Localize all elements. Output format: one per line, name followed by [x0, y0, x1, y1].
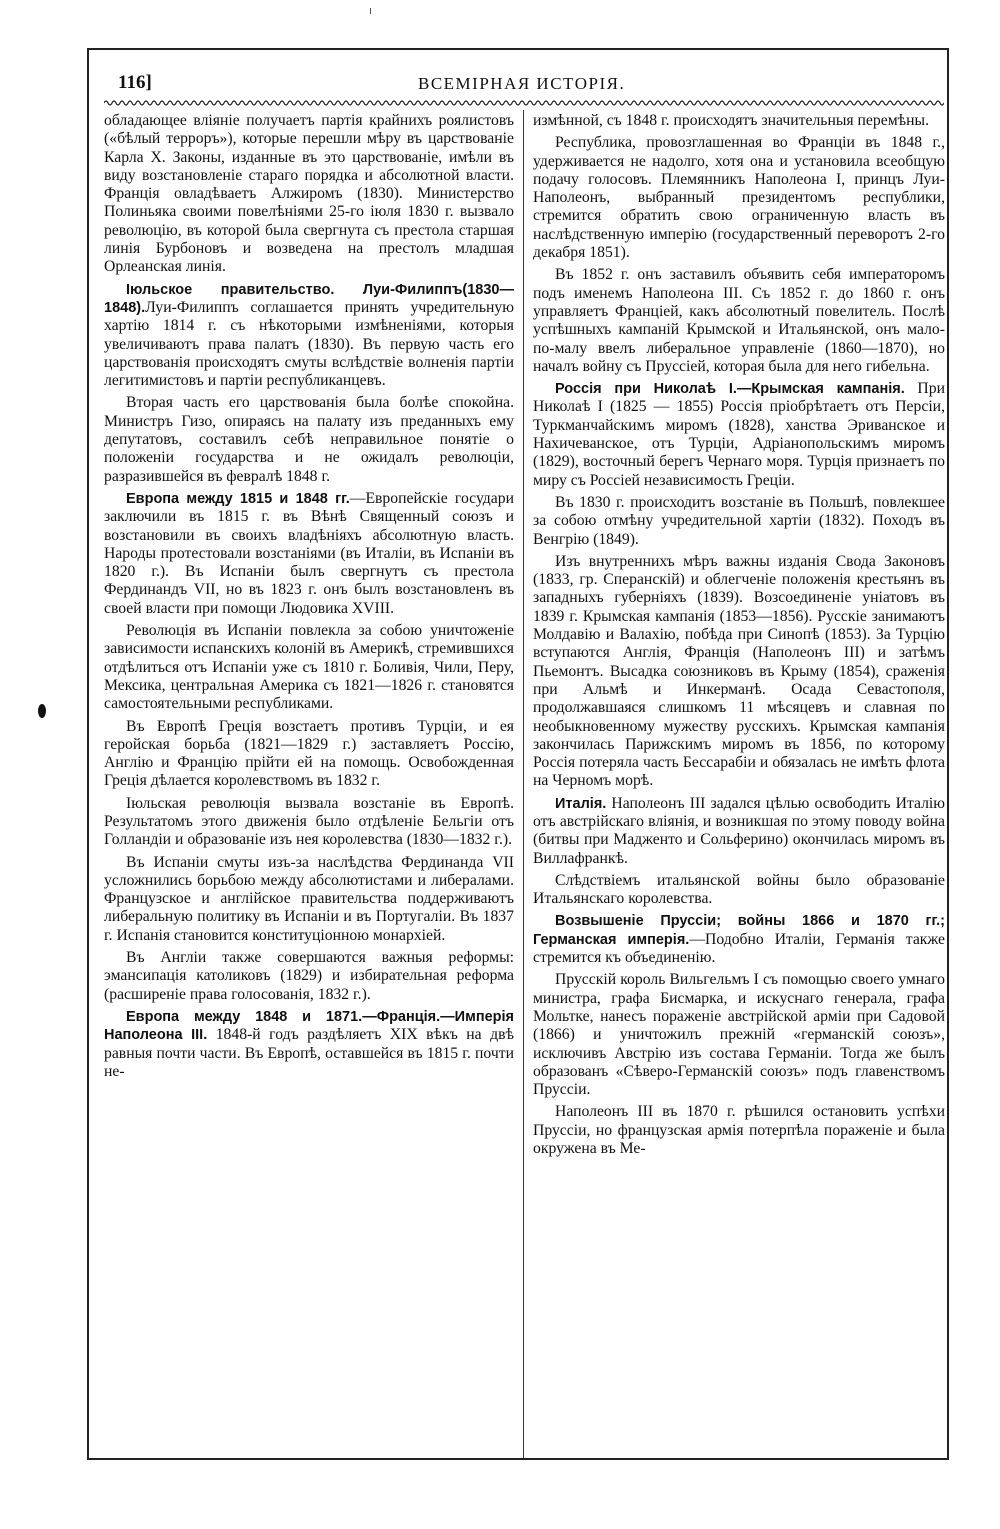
paragraph	[533, 134, 945, 262]
paragraph-text: Республика, провозглашенная во Франціи въ 1848 г., удерживается не надолго, хотя она и установила всеобщую подачу голосовъ. Племянникъ Наполеона I, принцъ Луи-Наполеонъ, выбранный президентомъ республики, стремится обратить свою ограниченную власть въ наслѣдственную имперію (государственный переворотъ 2-го декабря 1851).	[533, 134, 945, 262]
continued-paragraph	[104, 112, 514, 277]
page-header	[118, 72, 938, 98]
paragraph	[104, 622, 514, 713]
paragraph-text: 1848-й годъ раздѣляетъ XIX вѣкъ на двѣ равныя почти части. Въ Европѣ, оставшейся въ 1815 г. почти не-	[104, 1026, 514, 1080]
paragraph	[104, 281, 514, 391]
ink-speck	[38, 704, 46, 718]
paragraph	[533, 872, 945, 909]
column-rule	[523, 110, 524, 1458]
paragraph	[533, 266, 945, 376]
continued-paragraph	[533, 112, 945, 130]
paragraph-text: Луи-Филиппъ соглашается принять учредительную хартію 1814 г. съ нѣкоторыми измѣненіями, которыя увеличиваютъ права палатъ (1830). Въ первую часть его царствованія происходятъ смуты вслѣдствіе волненія партіи легитимистовъ и партіи республиканцевъ.	[104, 298, 514, 390]
paragraph-text: Наполеонъ III задался цѣлью освободить Италію отъ австрійскаго вліянія, и возникшая по этому поводу война (битвы при Мадженто и Сольферино) окончилась миромъ въ Виллафранкѣ.	[533, 794, 945, 867]
paragraph-text: Въ 1830 г. происходитъ возстаніе въ Польшѣ, повлекшее за собою отмѣну учредительной хартіи (1832). Походъ въ Венгрію (1849).	[533, 493, 945, 548]
paragraph-text: Вторая часть его царствованія была болѣе спокойна. Министръ Гизо, опираясь на палату изъ преданныхъ ему депутатовъ, составилъ себѣ неправильное понятіе о положеніи государства и не ожидалъ революціи, разразившейся въ февралѣ 1848 г.	[104, 394, 514, 485]
paragraph-text: обладающее вліяніе получаетъ партія крайнихъ роялистовъ («бѣлый терроръ»), которые перешли мѣру въ царствованіе Карла X. Законы, изданные въ это царствованіе, имѣли въ виду возстановленіе стараго порядка и абсолютной власти. Франція овладѣваетъ Алжиромъ (1830). Министерство Полиньяка своими повелѣніями 25-го іюля 1830 г. вызвало революцію, въ которой была свергнута съ престола старшая линія Бурбоновъ и возведена на престолъ младшая Орлеанская линія.	[104, 112, 514, 276]
paragraph	[533, 912, 945, 967]
paragraph-text: Въ Европѣ Греція возстаетъ противъ Турціи, и ея геройская борьба (1821—1829 г.) заставляетъ Россію, Англію и Францію прійти ей на помощь. Освобожденная Греція дѣлается королевствомъ въ 1832 г.	[104, 717, 514, 790]
paragraph-text: При Николаѣ I (1825 — 1855) Россія пріобрѣтаетъ отъ Персіи, Туркманчайскимъ миромъ (1828), ханства Эриванское и Нахичеванское, отъ Турціи, Адріанопольскимъ миромъ (1829), восточный берегъ Чернаго моря. Турція признаетъ по миру съ Россіей независимость Греціи.	[533, 380, 945, 489]
section-heading: Европа между 1848 и 1871.—Франція.—Имперія Наполеона III.	[104, 1008, 514, 1044]
section-heading: Европа между 1815 и 1848 гг.	[126, 490, 350, 507]
page-number: 116]	[118, 72, 152, 93]
section-heading: Россія при Николаѣ I.—Крымская кампанія.	[555, 381, 905, 398]
paragraph	[104, 394, 514, 485]
paragraph	[104, 854, 514, 945]
paragraph	[104, 949, 514, 1004]
paragraph	[533, 1103, 945, 1158]
section-heading: Италія.	[555, 795, 607, 812]
paragraph-text: Наполеонъ III въ 1870 г. рѣшился остановить успѣхи Пруссіи, но французская армія потерпѣла пораженіе и была окружена въ Ме-	[533, 1103, 945, 1158]
paragraph	[104, 490, 514, 618]
paragraph-text: измѣнной, съ 1848 г. происходятъ значительныя перемѣны.	[533, 112, 929, 129]
paragraph-text: —Европейскіе государи заключили въ 1815 г. въ Вѣнѣ Священный союзъ и возстановили въ своихъ владѣніяхъ абсолютную власть. Народы протестовали возстаніями (въ Италіи, въ Испаніи въ 1820 г.). Въ Испаніи былъ свергнутъ съ престола Фердинандъ VII, но въ 1823 г. онъ былъ возстановленъ въ своей власти при помощи Людовика XVIII.	[104, 489, 514, 617]
paragraph-text: Революція въ Испаніи повлекла за собою уничтоженіе зависимости испанскихъ колоній въ Америкѣ, стремившихся отдѣлиться отъ Испаніи уже съ 1810 г. Боливія, Чили, Перу, Мексика, центральная Америка съ 1821—1826 г. становятся самостоятельными республиками.	[104, 622, 514, 713]
section-heading: Возвышеніе Пруссіи; войны 1866 и 1870 гг.; Германская имперія.	[533, 913, 945, 948]
paragraph	[533, 380, 945, 490]
section-heading: Іюльское правительство. Луи-Филиппъ(1830—1848).	[104, 281, 514, 316]
paragraph	[104, 795, 514, 850]
paragraph-text: Въ Англіи также совершаются важныя реформы: эмансипація католиковъ (1829) и избирательная реформа (расширеніе права голосованія, 1832 г.).	[104, 949, 514, 1003]
paragraph	[104, 718, 514, 791]
left-column	[104, 112, 514, 1085]
paragraph-text: Прусскій король Вильгельмъ I съ помощью своего умнаго министра, графа Бисмарка, и искуснаго генерала, графа Мольтке, нанесъ пораженіе австрійской арміи при Садовой (1866) и уничтожилъ прежній «германскій союзъ», исключивъ Австрію изъ состава Германіи. Тогда же былъ образованъ «Сѣверо-Германскій союзъ» подъ главенствомъ Пруссіи.	[533, 971, 945, 1099]
paragraph	[533, 553, 945, 791]
right-column	[533, 112, 945, 1162]
wavy-rule	[104, 98, 944, 108]
paragraph	[533, 971, 945, 1099]
paragraph	[104, 1008, 514, 1081]
paragraph-text: Въ 1852 г. онъ заставилъ объявить себя императоромъ подъ именемъ Наполеона III. Съ 1852 г. до 1860 г. онъ управляетъ Франціей, какъ абсолютный повелитель. Послѣ успѣшныхъ кампаній Крымской и Итальянской, онъ мало-по-малу ввелъ либеральное управленіе (1860—1870), но началъ войну съ Пруссіей, которая была для него гибельна.	[533, 266, 945, 375]
paragraph	[533, 795, 945, 868]
paragraph-text: Слѣдствіемъ итальянской войны было образованіе Итальянскаго королевства.	[533, 871, 945, 908]
paragraph-text: —Подобно Италіи, Германія также стремится къ объединенію.	[533, 930, 945, 967]
paragraph-text: Изъ внутреннихъ мѣръ важны изданія Свода Законовъ (1833, гр. Сперанскій) и облегченіе положенія крестьянъ въ западныхъ губерніяхъ (1839). Возсоединеніе уніатовъ въ 1839 г. Крымская кампанія (1853—1856). Русскіе занимаютъ Молдавію и Валахію, побѣда при Синопѣ (1853). За Турцію вступаются Англія, Франція (Наполеонъ III) и затѣмъ Пьемонтъ. Высадка союзниковъ въ Крыму (1854), сраженія при Альмѣ и Инкерманѣ. Осада Севастополя, продолжавшаяся слишкомъ 11 мѣсяцевъ и славная по необыкновенному мужеству русскихъ. Крымская кампанія закончилась Парижскимъ миромъ въ 1856, по которому Россія потеряла часть Бессарабіи и обязалась не имѣть флота на Черномъ морѣ.	[533, 552, 945, 790]
paragraph	[533, 494, 945, 549]
scan-mark	[370, 8, 371, 14]
paragraph-text: Іюльская революція вызвала возстаніе въ Европѣ. Результатомъ этого движенія было отдѣленіе Бельгіи отъ Голландіи и образованіе изъ нея королевства (1830—1832 г.).	[104, 794, 514, 849]
paragraph-text: Въ Испаніи смуты изъ-за наслѣдства Фердинанда VII усложнились борьбою между абсолютистами и либералами. Французское и англійское правительства поддерживаютъ либеральную политику въ Испаніи и въ Португаліи. Въ 1837 г. Испанія становится конституціонною монархіей.	[104, 853, 514, 944]
running-title: ВСЕМІРНАЯ ИСТОРІЯ.	[418, 74, 626, 93]
